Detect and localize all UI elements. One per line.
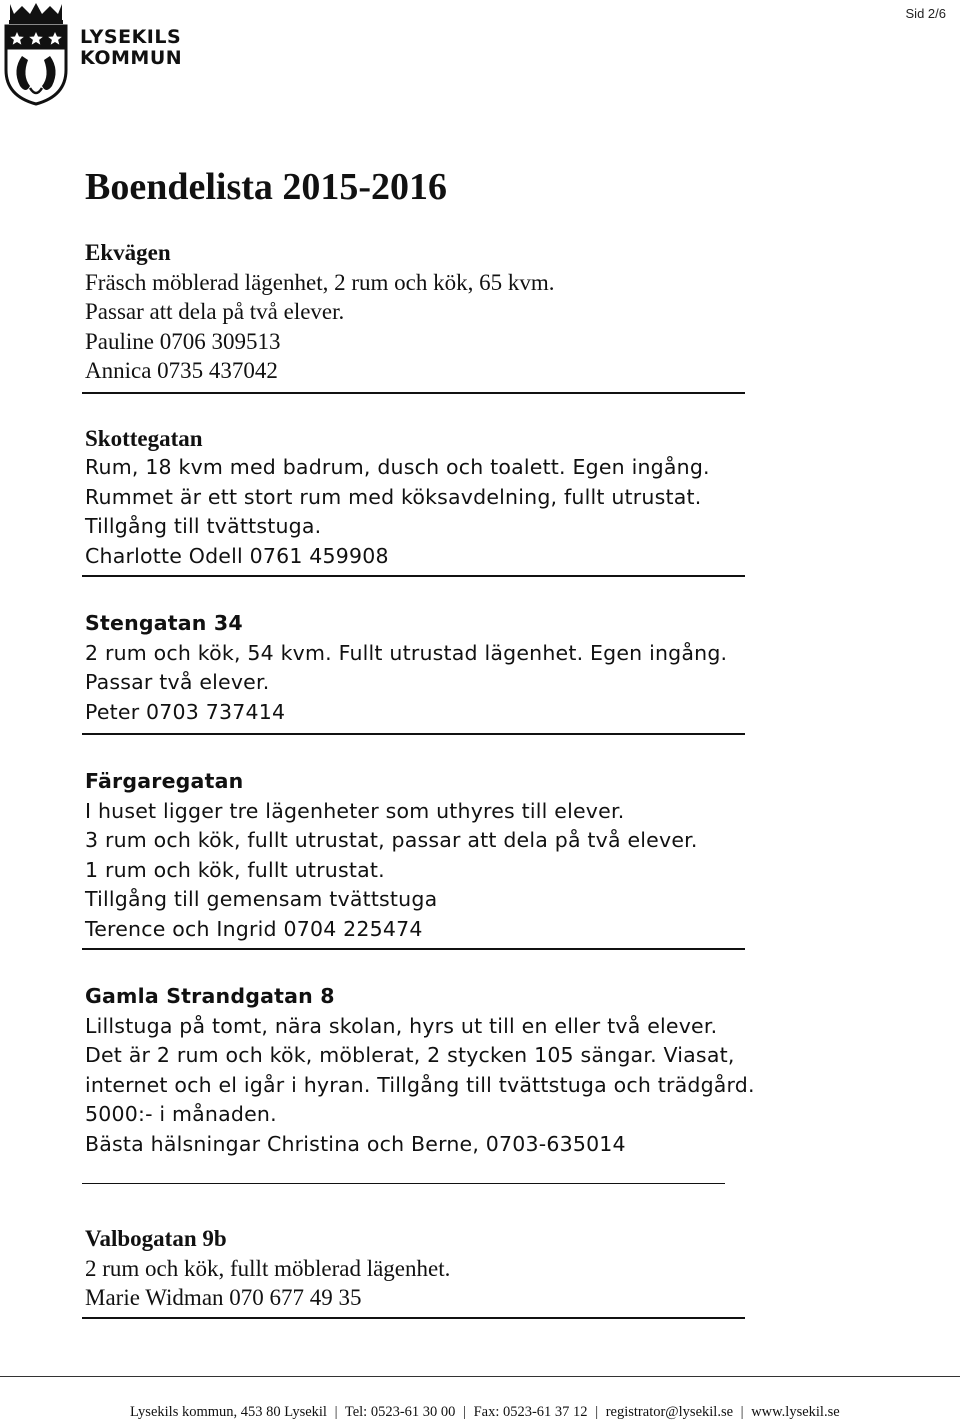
divider	[82, 392, 745, 394]
listing-heading: Färgaregatan	[85, 769, 244, 793]
footer-separator: |	[334, 1404, 338, 1420]
listing-line: I huset ligger tre lägenheter som uthyres till elever.	[85, 798, 625, 823]
listing-line: internet och el igår i hyran. Tillgång till tvättstuga och trädgård.	[85, 1072, 755, 1097]
listing-line: Marie Widman 070 677 49 35	[85, 1285, 362, 1310]
footer-divider	[0, 1376, 960, 1377]
divider	[82, 575, 745, 577]
listing-fargaregatan	[85, 767, 745, 944]
listing-line: 2 rum och kök, 54 kvm. Fullt utrustad lägenhet. Egen ingång.	[85, 640, 728, 665]
listing-heading: Skottegatan	[85, 425, 203, 451]
listing-line: Charlotte Odell 0761 459908	[85, 543, 389, 568]
footer-org: Lysekils kommun, 453 80 Lysekil	[130, 1404, 327, 1420]
logo-line-2: KOMMUN	[80, 47, 183, 69]
divider	[82, 948, 745, 950]
listing-line: 5000:- i månaden.	[85, 1102, 277, 1126]
listing-line: 3 rum och kök, fullt utrustat, passar att dela på två elever.	[85, 828, 698, 852]
divider	[82, 1317, 745, 1319]
listing-line: Peter 0703 737414	[85, 699, 286, 724]
lysekils-kommun-logo	[0, 0, 200, 110]
coat-of-arms-icon	[0, 0, 72, 108]
listing-line: Terence och Ingrid 0704 225474	[85, 916, 423, 941]
listing-line: Annica 0735 437042	[85, 358, 278, 383]
footer-phone: Tel: 0523-61 30 00	[344, 1404, 456, 1420]
footer-separator: |	[463, 1404, 466, 1420]
listing-line: Det är 2 rum och kök, möblerat, 2 stycken 105 sängar. Viasat,	[85, 1043, 735, 1067]
listing-line: Fräsch möblerad lägenhet, 2 rum och kök, 65 kvm.	[85, 269, 555, 295]
footer-separator: |	[740, 1404, 744, 1420]
listing-line: Rummet är ett stort rum med köksavdelning, fullt utrustat.	[85, 484, 702, 509]
listing-ekvagen	[85, 238, 745, 386]
listing-line: Pauline 0706 309513	[85, 328, 281, 354]
listing-valbogatan-9b	[85, 1224, 745, 1313]
footer-website: www.lysekil.se	[751, 1404, 840, 1420]
listing-line: Lillstuga på tomt, nära skolan, hyrs ut till en eller två elever.	[85, 1013, 718, 1038]
page-title: Boendelista 2015-2016	[85, 166, 448, 208]
footer-fax: Fax: 0523-61 37 12	[473, 1404, 588, 1420]
listing-gamla-strandgatan-8	[85, 982, 755, 1159]
logo-line-1: LYSEKILS	[80, 26, 182, 48]
listing-line: Tillgång till gemensam tvättstuga	[85, 887, 438, 911]
listing-stengatan-34	[85, 609, 745, 727]
listing-line: Bästa hälsningar Christina och Berne, 0703-635014	[85, 1131, 626, 1156]
footer-email: registrator@lysekil.se	[605, 1404, 734, 1420]
listing-line: Passar att dela på två elever.	[85, 299, 345, 324]
listing-heading: Ekvägen	[85, 240, 171, 265]
listing-line: 2 rum och kök, fullt möblerad lägenhet.	[85, 1255, 451, 1281]
listing-line: Tillgång till tvättstuga.	[85, 514, 322, 538]
listing-line: Rum, 18 kvm med badrum, dusch och toalett. Egen ingång.	[85, 455, 710, 479]
divider	[82, 1183, 725, 1184]
listing-line: Passar två elever.	[85, 670, 270, 694]
footer	[130, 1404, 840, 1421]
listing-skottegatan	[85, 424, 745, 572]
listing-heading: Gamla Strandgatan 8	[85, 984, 335, 1008]
page-number: Sid 2/6	[905, 6, 946, 21]
listing-line: 1 rum och kök, fullt utrustat.	[85, 857, 385, 882]
listing-list	[85, 238, 755, 1319]
listing-heading: Stengatan 34	[85, 611, 243, 635]
divider	[82, 733, 745, 735]
listing-heading: Valbogatan 9b	[85, 1226, 227, 1251]
footer-separator: |	[595, 1404, 599, 1420]
